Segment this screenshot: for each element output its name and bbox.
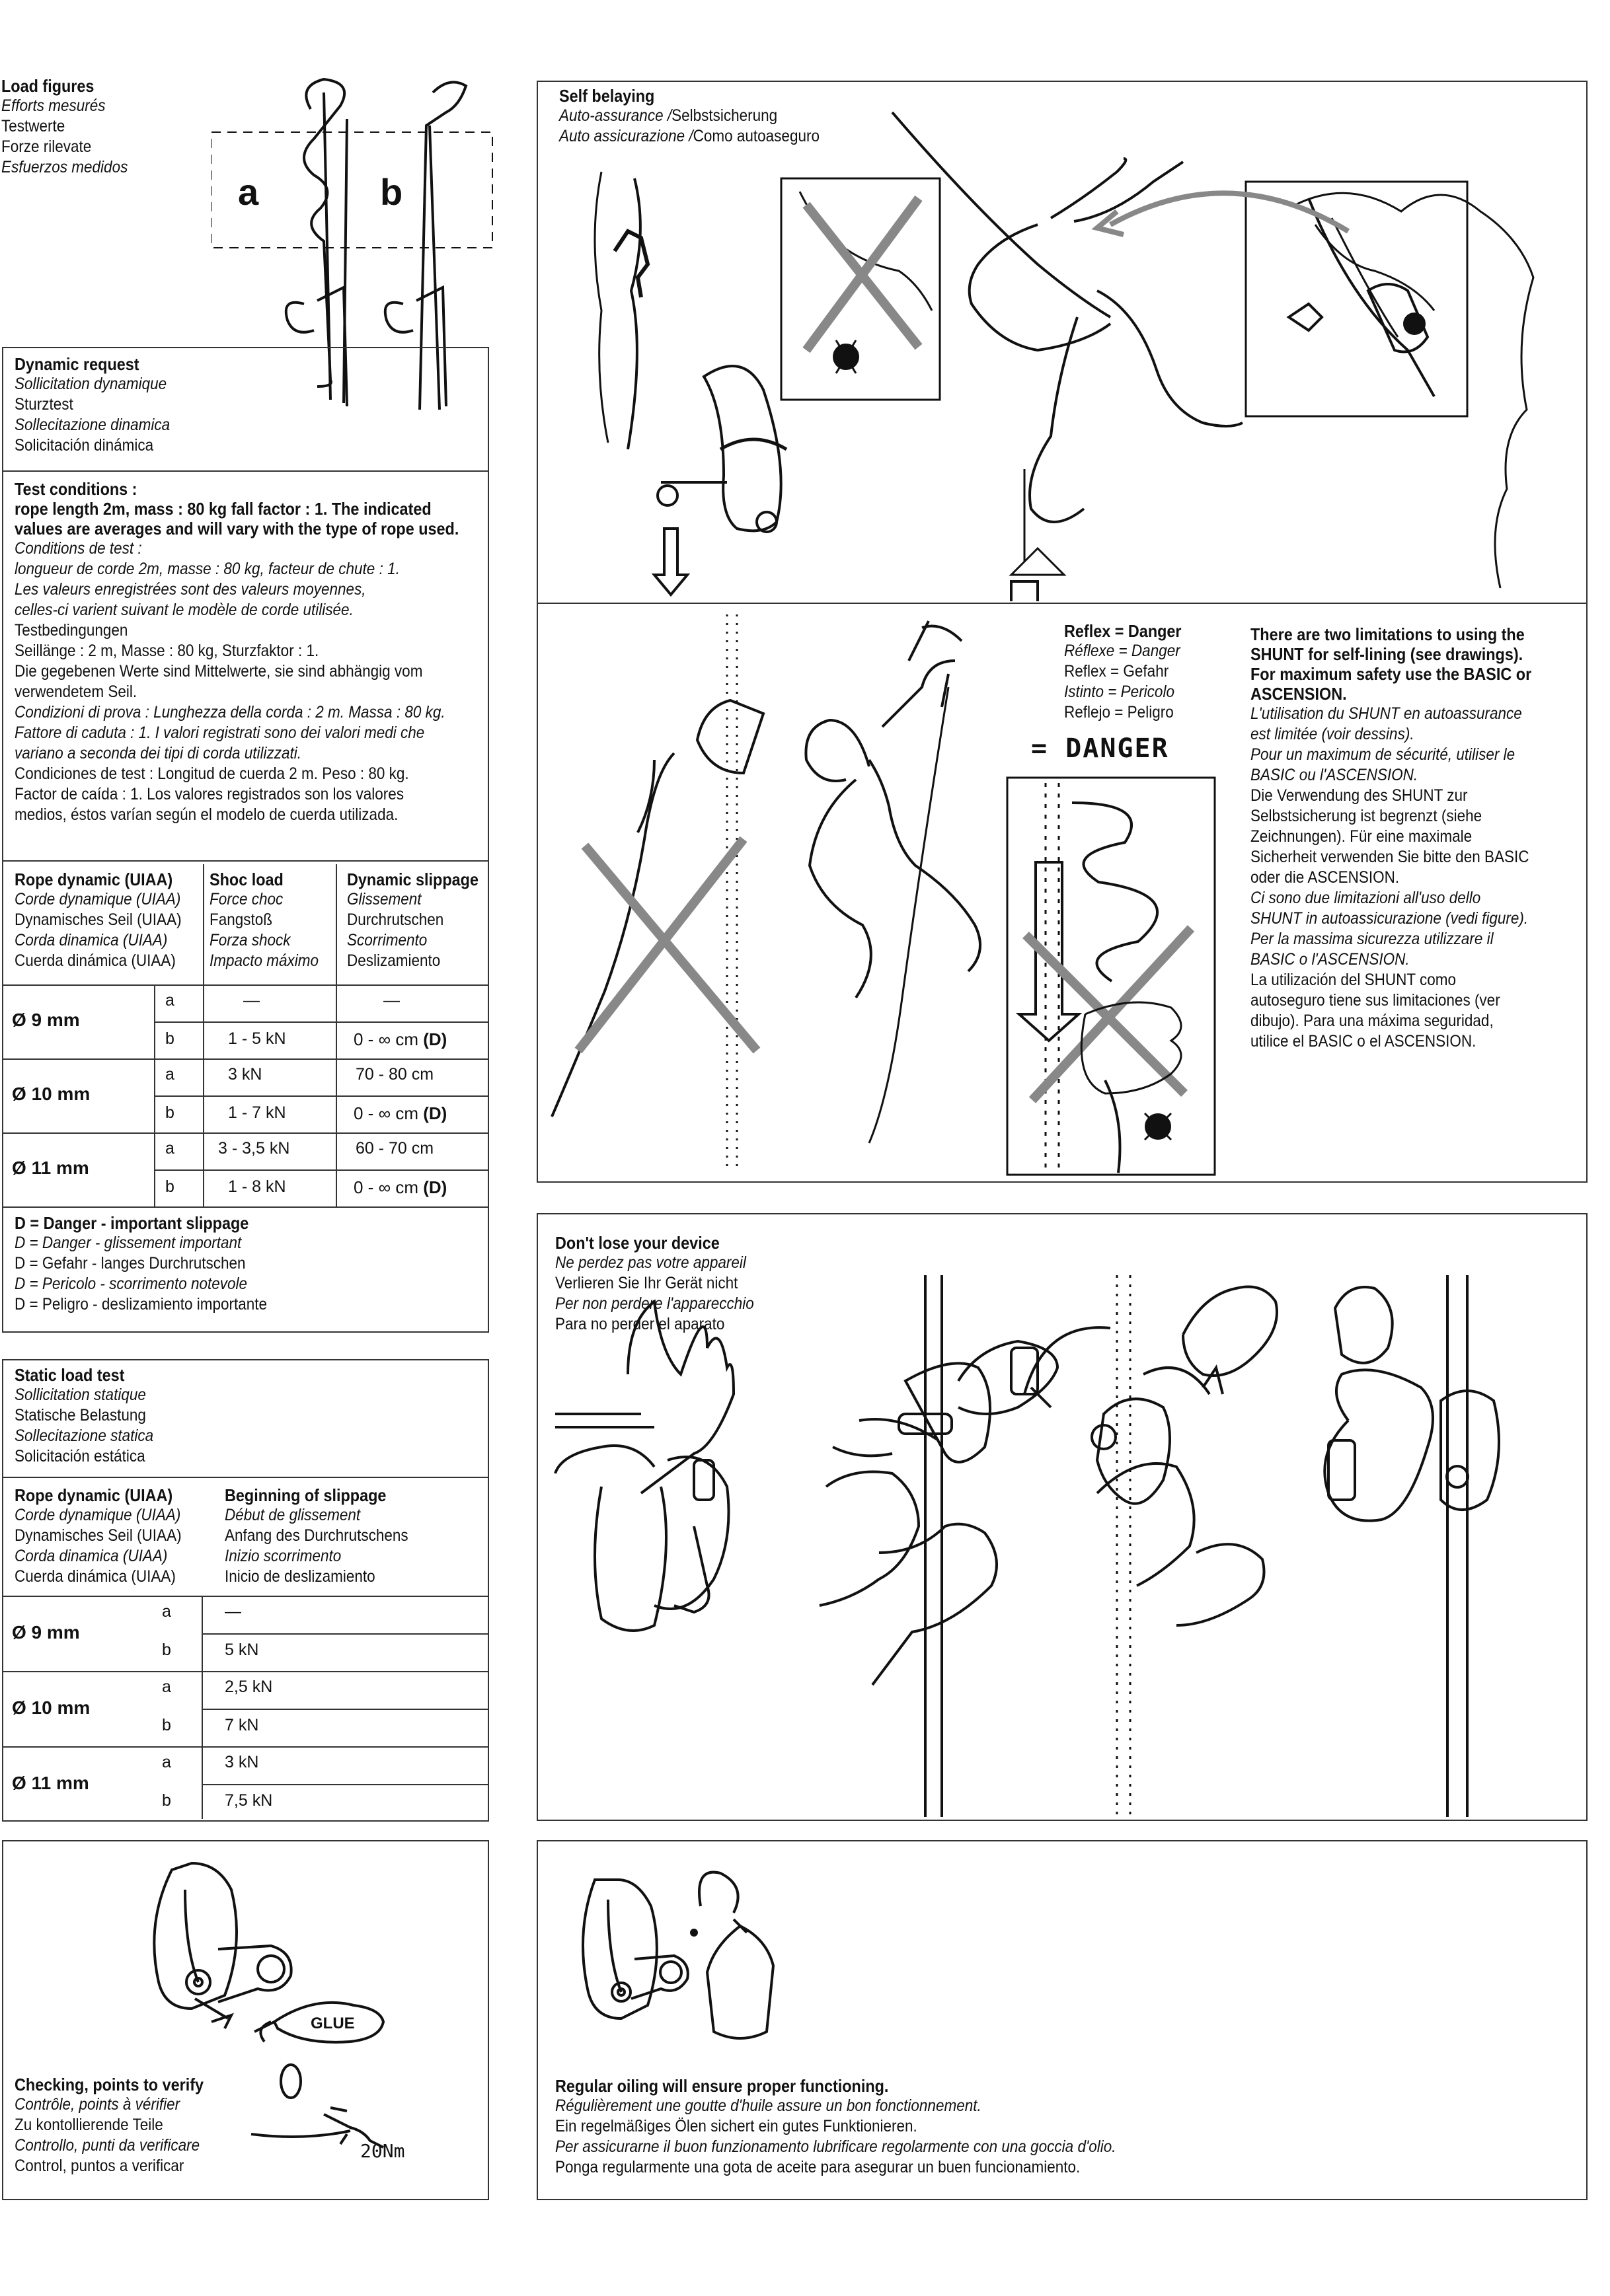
cell: 3 kN — [228, 1065, 262, 1084]
divider — [2, 860, 489, 862]
sub-label: a — [165, 1065, 174, 1084]
sub-label: b — [162, 1641, 171, 1659]
divider — [2, 1206, 489, 1208]
cell: 0 - ∞ cm (D) — [354, 1029, 447, 1049]
caption-line: Réflexe = Danger — [1064, 642, 1180, 660]
sub-label: b — [162, 1716, 171, 1734]
test-line: celles-ci varient suivant le modèle de corde utilisée. — [15, 601, 354, 619]
caption-line: For maximum safety use the BASIC or — [1250, 664, 1532, 684]
static-table-rows — [0, 1596, 489, 1822]
caption-line: Reflex = Danger — [1064, 621, 1182, 641]
self-belaying-title: Self belaying — [559, 86, 655, 106]
sub-label: a — [162, 1753, 171, 1771]
sub-label: a — [162, 1602, 171, 1621]
diameter-label: Ø 11 mm — [12, 1158, 89, 1178]
test-line: Fattore di caduta : 1. I valori registrati sono dei valori medi che — [15, 723, 425, 742]
table-row — [0, 984, 489, 1058]
sub-label: a — [165, 1139, 174, 1158]
cell: 3 - 3,5 kN — [218, 1139, 290, 1158]
test-conditions — [15, 479, 484, 825]
static-load-caption — [15, 1365, 371, 1467]
sub-label: b — [165, 1177, 174, 1196]
caption-line: Per non perdere l'apparecchio — [555, 1294, 754, 1313]
reflex-inset-illustration — [1006, 776, 1216, 1176]
dynamic-request-title: Dynamic request — [15, 354, 139, 374]
divider — [154, 1169, 489, 1171]
svg-text:20Nm: 20Nm — [360, 2140, 405, 2162]
danger-handwritten: = DANGER — [1031, 733, 1169, 764]
caption-line: Per assicurarne il buon funzionamento lubrificare regolarmente con una goccia d'olio. — [555, 2137, 1116, 2156]
caption-line: Die Verwendung des SHUNT zur — [1250, 786, 1468, 805]
caption-line: Sturztest — [15, 395, 73, 414]
divider — [202, 1709, 489, 1710]
caption-line: Régulièrement une goutte d'huile assure un bon fonctionnement. — [555, 2096, 981, 2115]
sub-label: b — [165, 1029, 174, 1048]
test-line: Condiciones de test : Longitud de cuerda 2 m. Peso : 80 kg. — [15, 764, 409, 783]
diameter-label: Ø 9 mm — [12, 1010, 80, 1030]
caption-line: Pour un maximum de sécurité, utiliser le — [1250, 745, 1515, 764]
test-line: Testbedingungen — [15, 621, 128, 640]
checking-caption — [15, 2075, 312, 2176]
caption-line: BASIC o l'ASCENSION. — [1250, 950, 1410, 969]
sub-label: b — [162, 1791, 171, 1810]
caption-line: Esfuerzos medidos — [1, 158, 128, 176]
test-conditions-title: Test conditions : — [15, 479, 137, 499]
caption-line: autoseguro tiene sus limitaciones (ver — [1250, 991, 1500, 1010]
test-line: longueur de corde 2m, masse : 80 kg, facteur de chute : 1. — [15, 560, 400, 578]
divider — [202, 1633, 489, 1635]
caption-line: dibujo). Para una máxima seguridad, — [1250, 1012, 1494, 1030]
dont-lose-title: Don't lose your device — [555, 1233, 720, 1253]
test-line: values are averages and will vary with the type of rope used. — [15, 519, 459, 538]
cell: 60 - 70 cm — [356, 1139, 434, 1158]
caption-line: Verlieren Sie Ihr Gerät nicht — [555, 1274, 738, 1292]
caption-line: SHUNT in autoassicurazione (vedi figure). — [1250, 909, 1529, 928]
self-belaying-caption: Self belaying Auto-assurance /Selbstsicherung Auto assicurazione /Como autoaseguro — [559, 86, 857, 147]
test-line: variano a seconda dei tipi di corda utilizzati. — [15, 744, 301, 762]
caption-line: D = Pericolo - scorrimento notevole — [15, 1275, 248, 1293]
test-line: medios, éstos varían según el modelo de cuerda utilizada. — [15, 805, 399, 824]
dyn-header-rope: Rope dynamic (UIAA) Corde dynamique (UIAA) Dynamisches Seil (UIAA) Corda dinamica (UIAA) Cuerda dinámica (UIAA) — [15, 870, 182, 970]
cell: 1 - 7 kN — [228, 1103, 286, 1122]
caption-line: Efforts mesurés — [1, 96, 106, 115]
caption-line: Testwerte — [1, 117, 65, 135]
caption-line: BASIC ou l'ASCENSION. — [1250, 766, 1418, 784]
caption-line: Controllo, punti da verificare — [15, 2136, 200, 2155]
self-belaying-top-illustration — [549, 73, 1580, 601]
oiling-title: Regular oiling will ensure proper functioning. — [555, 2076, 889, 2096]
caption-line: Per la massima sicurezza utilizzare il — [1250, 930, 1494, 948]
diameter-label: Ø 10 mm — [12, 1697, 91, 1718]
caption-line: Control, puntos a verificar — [15, 2157, 184, 2175]
caption-line: ASCENSION. — [1250, 684, 1347, 704]
cell: — — [243, 991, 260, 1010]
svg-text:a: a — [238, 171, 259, 213]
dyn-table-rows — [0, 984, 489, 1209]
danger-legend — [15, 1213, 431, 1315]
cell: 0 - ∞ cm (D) — [354, 1177, 447, 1197]
caption-line: La utilización del SHUNT como — [1250, 971, 1456, 989]
dyn-header-slippage: Dynamic slippage Glissement Durchrutschen Scorrimento Deslizamiento — [347, 870, 479, 970]
caption-line: L'utilisation du SHUNT en autoassurance — [1250, 704, 1522, 723]
caption-line: Sollecitazione dinamica — [15, 416, 171, 434]
dont-lose-illustration — [549, 1275, 1580, 1817]
table-row — [0, 1596, 489, 1671]
test-line: Condizioni di prova : Lunghezza della corda : 2 m. Massa : 80 kg. — [15, 703, 445, 722]
table-row — [0, 1132, 489, 1206]
caption-line: Reflejo = Peligro — [1064, 703, 1174, 722]
caption-line: Ein regelmäßiges Ölen sichert ein gutes Funktionieren. — [555, 2117, 917, 2135]
cell: 1 - 8 kN — [228, 1177, 286, 1196]
caption-line: Sollicitation dynamique — [15, 375, 167, 393]
dynamic-request-caption — [15, 354, 419, 456]
caption-line: D = Danger - glissement important — [15, 1234, 242, 1252]
cell: 2,5 kN — [225, 1678, 273, 1696]
diameter-label: Ø 10 mm — [12, 1084, 91, 1104]
cell: 1 - 5 kN — [228, 1029, 286, 1048]
test-line: Seillänge : 2 m, Masse : 80 kg, Sturzfaktor : 1. — [15, 642, 319, 660]
dyn-header-shock: Shoc load Force choc Fangstoß Forza shock Impacto máximo — [210, 870, 319, 970]
test-line: rope length 2m, mass : 80 kg fall factor : 1. The indicated — [15, 499, 432, 519]
cell: 70 - 80 cm — [356, 1065, 434, 1084]
caption-line: oder die ASCENSION. — [1250, 868, 1400, 887]
caption-line: Ne perdez pas votre appareil — [555, 1253, 746, 1272]
table-row — [0, 1058, 489, 1132]
test-line: verwendetem Seil. — [15, 683, 137, 701]
caption-line: Contrôle, points à vérifier — [15, 2095, 180, 2114]
caption-line: Para no perder el aparato — [555, 1315, 725, 1333]
oiling-illustration — [575, 1867, 786, 2052]
divider — [537, 603, 1588, 604]
table-row — [0, 1671, 489, 1746]
cell: 5 kN — [225, 1641, 259, 1659]
caption-line: Ci sono due limitazioni all'uso dello — [1250, 889, 1481, 907]
caption-line: est limitée (voir dessins). — [1250, 725, 1414, 743]
oiling-caption — [555, 2076, 1566, 2178]
caption-line: There are two limitations to using the — [1250, 624, 1525, 644]
limitations-text — [1250, 624, 1554, 1052]
divider — [154, 1021, 489, 1023]
reflex-caption — [1064, 621, 1213, 723]
climber-reflex-illustration — [539, 608, 1054, 1179]
danger-title: D = Danger - important slippage — [15, 1213, 249, 1233]
caption-line: D = Gefahr - langes Durchrutschen — [15, 1254, 246, 1273]
cell: 7 kN — [225, 1716, 259, 1734]
caption-line: Ponga regularmente una gota de aceite para asegurar un buen funcionamiento. — [555, 2158, 1081, 2176]
test-line: Les valeurs enregistrées sont des valeurs moyennes, — [15, 580, 366, 599]
diameter-label: Ø 11 mm — [12, 1773, 89, 1793]
static-header-slippage: Beginning of slippage Début de glissement Anfang des Durchrutschens Inizio scorrimento Inicio de deslizamiento — [225, 1485, 408, 1586]
divider — [202, 1784, 489, 1785]
sub-label: a — [162, 1678, 171, 1696]
cell: — — [225, 1602, 241, 1621]
caption-line: Solicitación dinámica — [15, 436, 154, 455]
checking-title: Checking, points to verify — [15, 2075, 204, 2094]
static-header-rope: Rope dynamic (UIAA) Corde dynamique (UIAA) Dynamisches Seil (UIAA) Corda dinamica (UIAA) Cuerda dinámica (UIAA) — [15, 1485, 182, 1586]
caption-line: SHUNT for self-lining (see drawings). — [1250, 644, 1523, 664]
cell: — — [383, 991, 400, 1010]
load-figures-caption — [1, 76, 180, 178]
sub-label: a — [165, 991, 174, 1010]
svg-text:b: b — [380, 171, 403, 213]
test-line: Factor de caída : 1. Los valores registrados son los valores — [15, 785, 404, 803]
cell: 0 - ∞ cm (D) — [354, 1103, 447, 1123]
divider — [154, 1095, 489, 1097]
caption-line: Reflex = Gefahr — [1064, 662, 1169, 681]
static-load-title: Static load test — [15, 1365, 125, 1385]
caption-line: utilice el BASIC o el ASCENSION. — [1250, 1032, 1476, 1051]
table-row — [0, 1746, 489, 1822]
caption-line: Solicitación estática — [15, 1447, 145, 1465]
load-figures-title: Load figures — [1, 76, 95, 96]
divider — [2, 1477, 489, 1478]
test-line: Conditions de test : — [15, 539, 142, 558]
caption-line: Sicherheit verwenden Sie bitte den BASIC — [1250, 848, 1529, 866]
divider — [2, 470, 489, 472]
test-line: Die gegebenen Werte sind Mittelwerte, sie sind abhängig vom — [15, 662, 423, 681]
svg-text:GLUE: GLUE — [311, 2015, 355, 2032]
cell: 7,5 kN — [225, 1791, 273, 1810]
caption-line: Sollicitation statique — [15, 1386, 146, 1404]
caption-line: Istinto = Pericolo — [1064, 683, 1174, 701]
cell: 3 kN — [225, 1753, 259, 1771]
caption-line: Zu kontollierende Teile — [15, 2116, 163, 2134]
vline — [202, 1746, 203, 1819]
caption-line: Forze rilevate — [1, 137, 92, 156]
sub-label: b — [165, 1103, 174, 1122]
caption-line: Selbstsicherung ist begrenzt (siehe — [1250, 807, 1482, 825]
caption-line: D = Peligro - deslizamiento importante — [15, 1295, 268, 1314]
caption-line: Zeichnungen). Für eine maximale — [1250, 827, 1473, 846]
caption-line: Statische Belastung — [15, 1406, 146, 1425]
caption-line: Sollecitazione statica — [15, 1426, 154, 1445]
diameter-label: Ø 9 mm — [12, 1622, 80, 1643]
